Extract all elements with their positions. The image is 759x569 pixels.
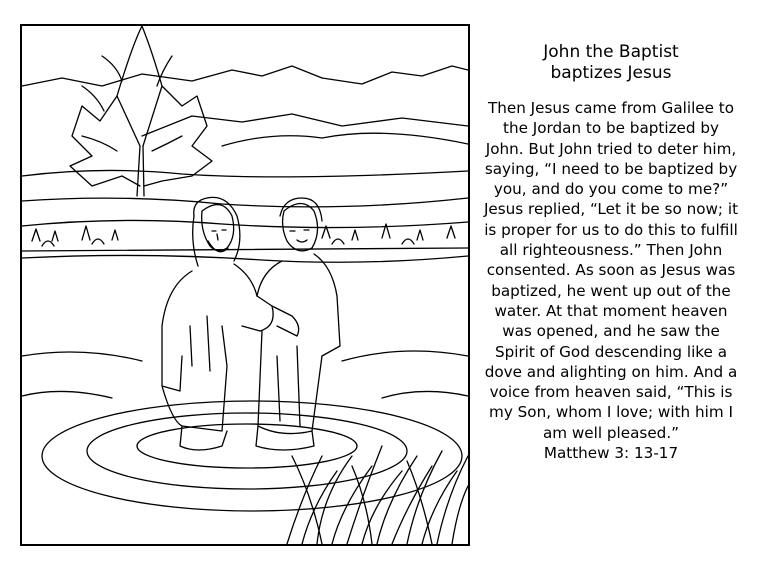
- riverbank: [22, 170, 468, 262]
- water-ripples: [22, 351, 468, 511]
- page-title: [482, 42, 740, 84]
- mountains: [22, 66, 468, 146]
- foreground-reeds: [287, 446, 468, 544]
- jesus-figure: [162, 197, 273, 450]
- title-line-1: John the Baptist: [543, 42, 679, 62]
- scripture-passage: Then Jesus came from Galilee to the Jordan to be baptized by John. But John tried to deter him, saying, “I need to be baptized by you, and do you come to me?” Jesus replied, “Let it be so now; it is proper for us to do this to fulfill all righteousness.” Then John consented. As soon as Jesus was baptized, he went up out of the water. At that moment heaven was opened, and he saw the Spirit of God descending like a dove and alighting on him. And a voice from heaven said, “This is my Son, whom I love; with him I am well pleased.”: [483, 99, 739, 442]
- scripture-panel: [482, 42, 740, 463]
- john-figure: [256, 198, 340, 450]
- title-line-2: baptizes Jesus: [550, 63, 672, 83]
- baptism-illustration: [20, 24, 470, 546]
- scripture-reference: Matthew 3: 13-17: [543, 444, 679, 463]
